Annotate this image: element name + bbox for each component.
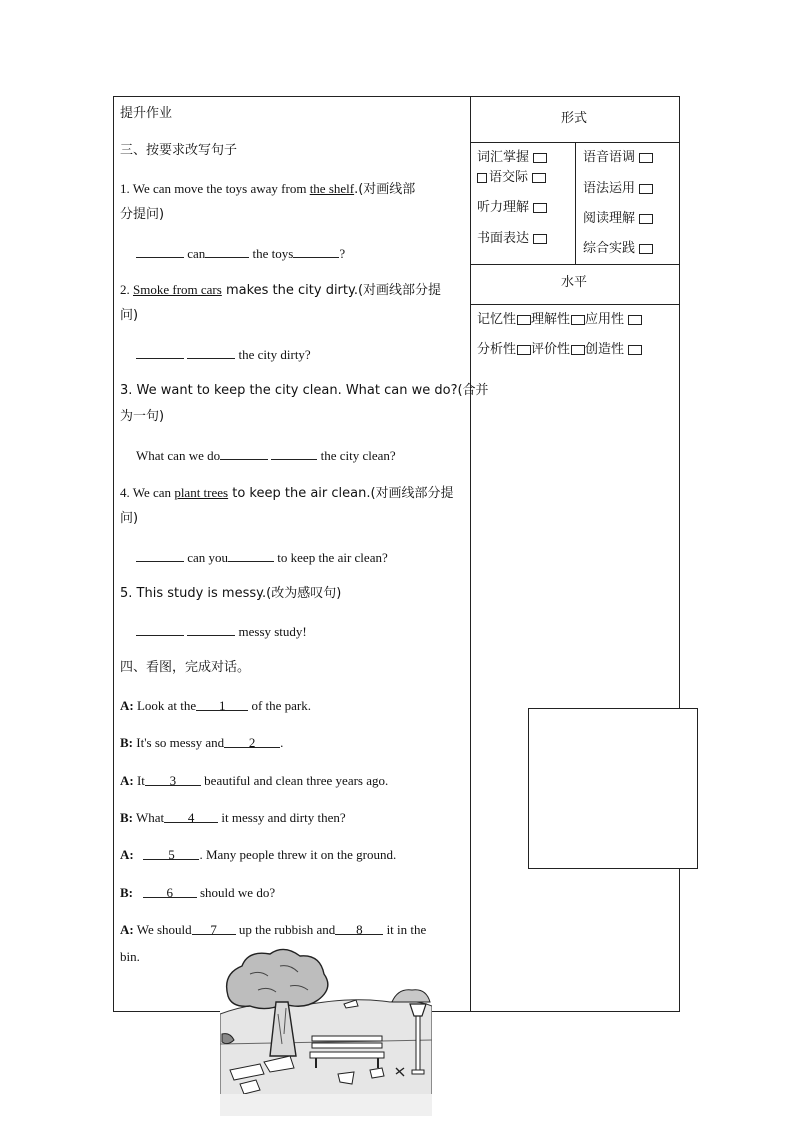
form-item-label: 语法运用 <box>583 181 636 196</box>
checkbox[interactable] <box>628 345 642 355</box>
answer-blank[interactable] <box>228 549 274 562</box>
dialogue-text: up the rubbish and <box>235 922 336 937</box>
dialogue-text: beautiful and clean three years ago. <box>200 773 389 788</box>
speaker-label: A: <box>120 773 134 788</box>
form-item-practice <box>583 237 653 256</box>
question-1-instruction-cont: 分提问) <box>120 207 165 222</box>
question-1-text: 1. We can move the toys away from <box>120 181 310 196</box>
answer-text: What can we do <box>136 448 221 463</box>
row-divider <box>471 264 679 265</box>
question-3: 3. We want to keep the city clean. What can we do?(合并 <box>120 383 489 398</box>
question-4-text: 4. We can <box>120 485 175 500</box>
checkbox[interactable] <box>517 345 531 355</box>
speaker-label: A: <box>120 698 134 713</box>
question-2-underlined: Smoke from cars <box>133 282 222 297</box>
question-4-underlined: plant trees <box>174 485 229 500</box>
question-1-underlined: the shelf <box>309 181 355 196</box>
homework-table <box>113 96 680 1012</box>
form-item-label: 语交际 <box>489 170 529 185</box>
blank-number: 8 <box>356 922 363 937</box>
assessment-column <box>471 97 679 1011</box>
level-label: 创造性 <box>585 342 625 357</box>
dialogue-text: We should <box>133 922 192 937</box>
answer-blank[interactable] <box>196 698 248 711</box>
answer-blank[interactable] <box>136 245 184 258</box>
blank-number: 2 <box>248 735 256 750</box>
answer-blank[interactable] <box>192 922 236 935</box>
question-3-instruction-cont: 为一句) <box>120 409 165 424</box>
blank-number: 6 <box>166 885 173 900</box>
dialogue-text: it messy and dirty then? <box>218 810 346 825</box>
level-label: 理解性 <box>531 312 571 327</box>
level-label: 评价性 <box>531 342 571 357</box>
checkbox[interactable] <box>532 173 546 183</box>
empty-text-box <box>528 708 698 869</box>
form-item-listening <box>477 196 547 215</box>
form-item-writing <box>477 227 547 246</box>
blank-number: 4 <box>187 810 195 825</box>
question-1-answer-line <box>136 245 345 262</box>
answer-text: the toys <box>252 246 294 261</box>
checkbox[interactable] <box>639 244 653 254</box>
answer-blank[interactable] <box>164 810 218 823</box>
answer-blank[interactable] <box>187 623 235 636</box>
question-2-number: 2. <box>120 282 133 297</box>
dialogue-line-4 <box>120 810 346 826</box>
level-title: 水平 <box>561 275 588 290</box>
checkbox[interactable] <box>639 184 653 194</box>
answer-blank[interactable] <box>145 773 201 786</box>
checkbox[interactable] <box>639 214 653 224</box>
dialogue-line-3 <box>120 773 388 789</box>
answer-text: can <box>187 246 206 261</box>
row-divider <box>471 304 679 305</box>
dialogue-line-5 <box>120 847 396 863</box>
blank-number: 7 <box>210 922 217 937</box>
question-5-answer-line <box>136 623 307 640</box>
answer-text: the city clean? <box>320 448 396 463</box>
dialogue-line-1 <box>120 698 311 714</box>
form-title: 形式 <box>561 111 588 126</box>
answer-text: can you <box>187 550 229 565</box>
answer-blank[interactable] <box>187 346 235 359</box>
question-1 <box>120 181 415 198</box>
checkbox[interactable] <box>571 315 585 325</box>
section-4-heading: 四、看图，完成对话。 <box>120 660 251 675</box>
dialogue-text: . Many people threw it on the ground. <box>199 847 397 862</box>
answer-text: the city dirty? <box>238 347 311 362</box>
exercise-column <box>114 97 489 1011</box>
question-2-text: makes the city dirty.(对画线部分提 <box>221 283 442 298</box>
checkbox[interactable] <box>477 173 487 183</box>
level-label: 应用性 <box>585 312 625 327</box>
form-item-grammar <box>583 177 653 196</box>
form-item-label: 词汇掌握 <box>477 150 530 165</box>
speaker-label: A: <box>120 847 134 862</box>
answer-blank[interactable] <box>136 346 184 359</box>
blank-number: 1 <box>218 698 226 713</box>
level-label: 记忆性 <box>477 312 517 327</box>
blank-number: 5 <box>168 847 175 862</box>
dialogue-text: It's so messy and <box>133 735 225 750</box>
answer-blank[interactable] <box>136 549 184 562</box>
level-row-1 <box>477 308 642 327</box>
blank-number: 3 <box>169 773 177 788</box>
dialogue-text: It <box>133 773 145 788</box>
question-2 <box>120 282 441 299</box>
question-2-instruction-cont: 问) <box>120 308 139 323</box>
checkbox[interactable] <box>533 203 547 213</box>
question-2-answer-line <box>136 346 311 363</box>
form-item-label: 听力理解 <box>477 200 530 215</box>
checkbox[interactable] <box>628 315 642 325</box>
answer-blank[interactable] <box>271 447 317 460</box>
checkbox[interactable] <box>533 153 547 163</box>
checkbox[interactable] <box>533 234 547 244</box>
answer-text: messy study! <box>238 624 307 639</box>
question-4-answer-line <box>136 549 388 566</box>
form-item-communication <box>477 166 546 185</box>
dialogue-text: What <box>133 810 165 825</box>
form-item-pronunciation <box>583 146 653 165</box>
dialogue-text: Look at the <box>133 698 197 713</box>
answer-blank[interactable] <box>136 623 184 636</box>
answer-text: ? <box>339 246 346 261</box>
dialogue-text: of the park. <box>248 698 311 713</box>
speaker-label: B: <box>120 735 133 750</box>
form-item-reading <box>583 207 653 226</box>
answer-blank[interactable] <box>220 447 268 460</box>
form-item-vocabulary <box>477 146 547 165</box>
speaker-label: B: <box>120 810 133 825</box>
speaker-label: B: <box>120 885 133 900</box>
dialogue-text: it in the <box>383 922 427 937</box>
form-item-label: 书面表达 <box>477 231 530 246</box>
form-item-label: 综合实践 <box>583 241 636 256</box>
level-row-2 <box>477 338 642 357</box>
question-4-instruction: to keep the air clean.(对画线部分提 <box>228 486 454 501</box>
dialogue-line-2 <box>120 735 283 751</box>
form-column-divider <box>575 142 576 264</box>
level-label: 分析性 <box>477 342 517 357</box>
answer-blank[interactable] <box>143 885 197 898</box>
answer-blank[interactable] <box>143 847 199 860</box>
checkbox[interactable] <box>571 345 585 355</box>
section-title: 提升作业 <box>120 106 173 121</box>
answer-blank[interactable] <box>335 922 383 935</box>
speaker-label: A: <box>120 922 134 937</box>
dialogue-line-6 <box>120 885 275 901</box>
answer-blank[interactable] <box>224 735 280 748</box>
dialogue-line-7 <box>120 922 426 938</box>
section-3-heading: 三、按要求改写句子 <box>120 143 238 158</box>
question-5: 5. This study is messy.(改为感叹句) <box>120 586 342 601</box>
checkbox[interactable] <box>517 315 531 325</box>
answer-blank[interactable] <box>293 245 339 258</box>
dialogue-text: . <box>280 735 284 750</box>
form-item-label: 语音语调 <box>583 150 636 165</box>
answer-text: to keep the air clean? <box>277 550 388 565</box>
messy-park-illustration <box>220 944 432 1116</box>
question-4 <box>120 485 454 502</box>
dialogue-line-7-cont: bin. <box>120 949 140 964</box>
dialogue-text: should we do? <box>196 885 276 900</box>
checkbox[interactable] <box>639 153 653 163</box>
question-1-instruction: .(对画线部 <box>354 182 416 197</box>
answer-blank[interactable] <box>205 245 249 258</box>
question-4-instruction-cont: 问) <box>120 511 139 526</box>
form-item-label: 阅读理解 <box>583 211 636 226</box>
question-3-answer-line <box>136 447 396 464</box>
